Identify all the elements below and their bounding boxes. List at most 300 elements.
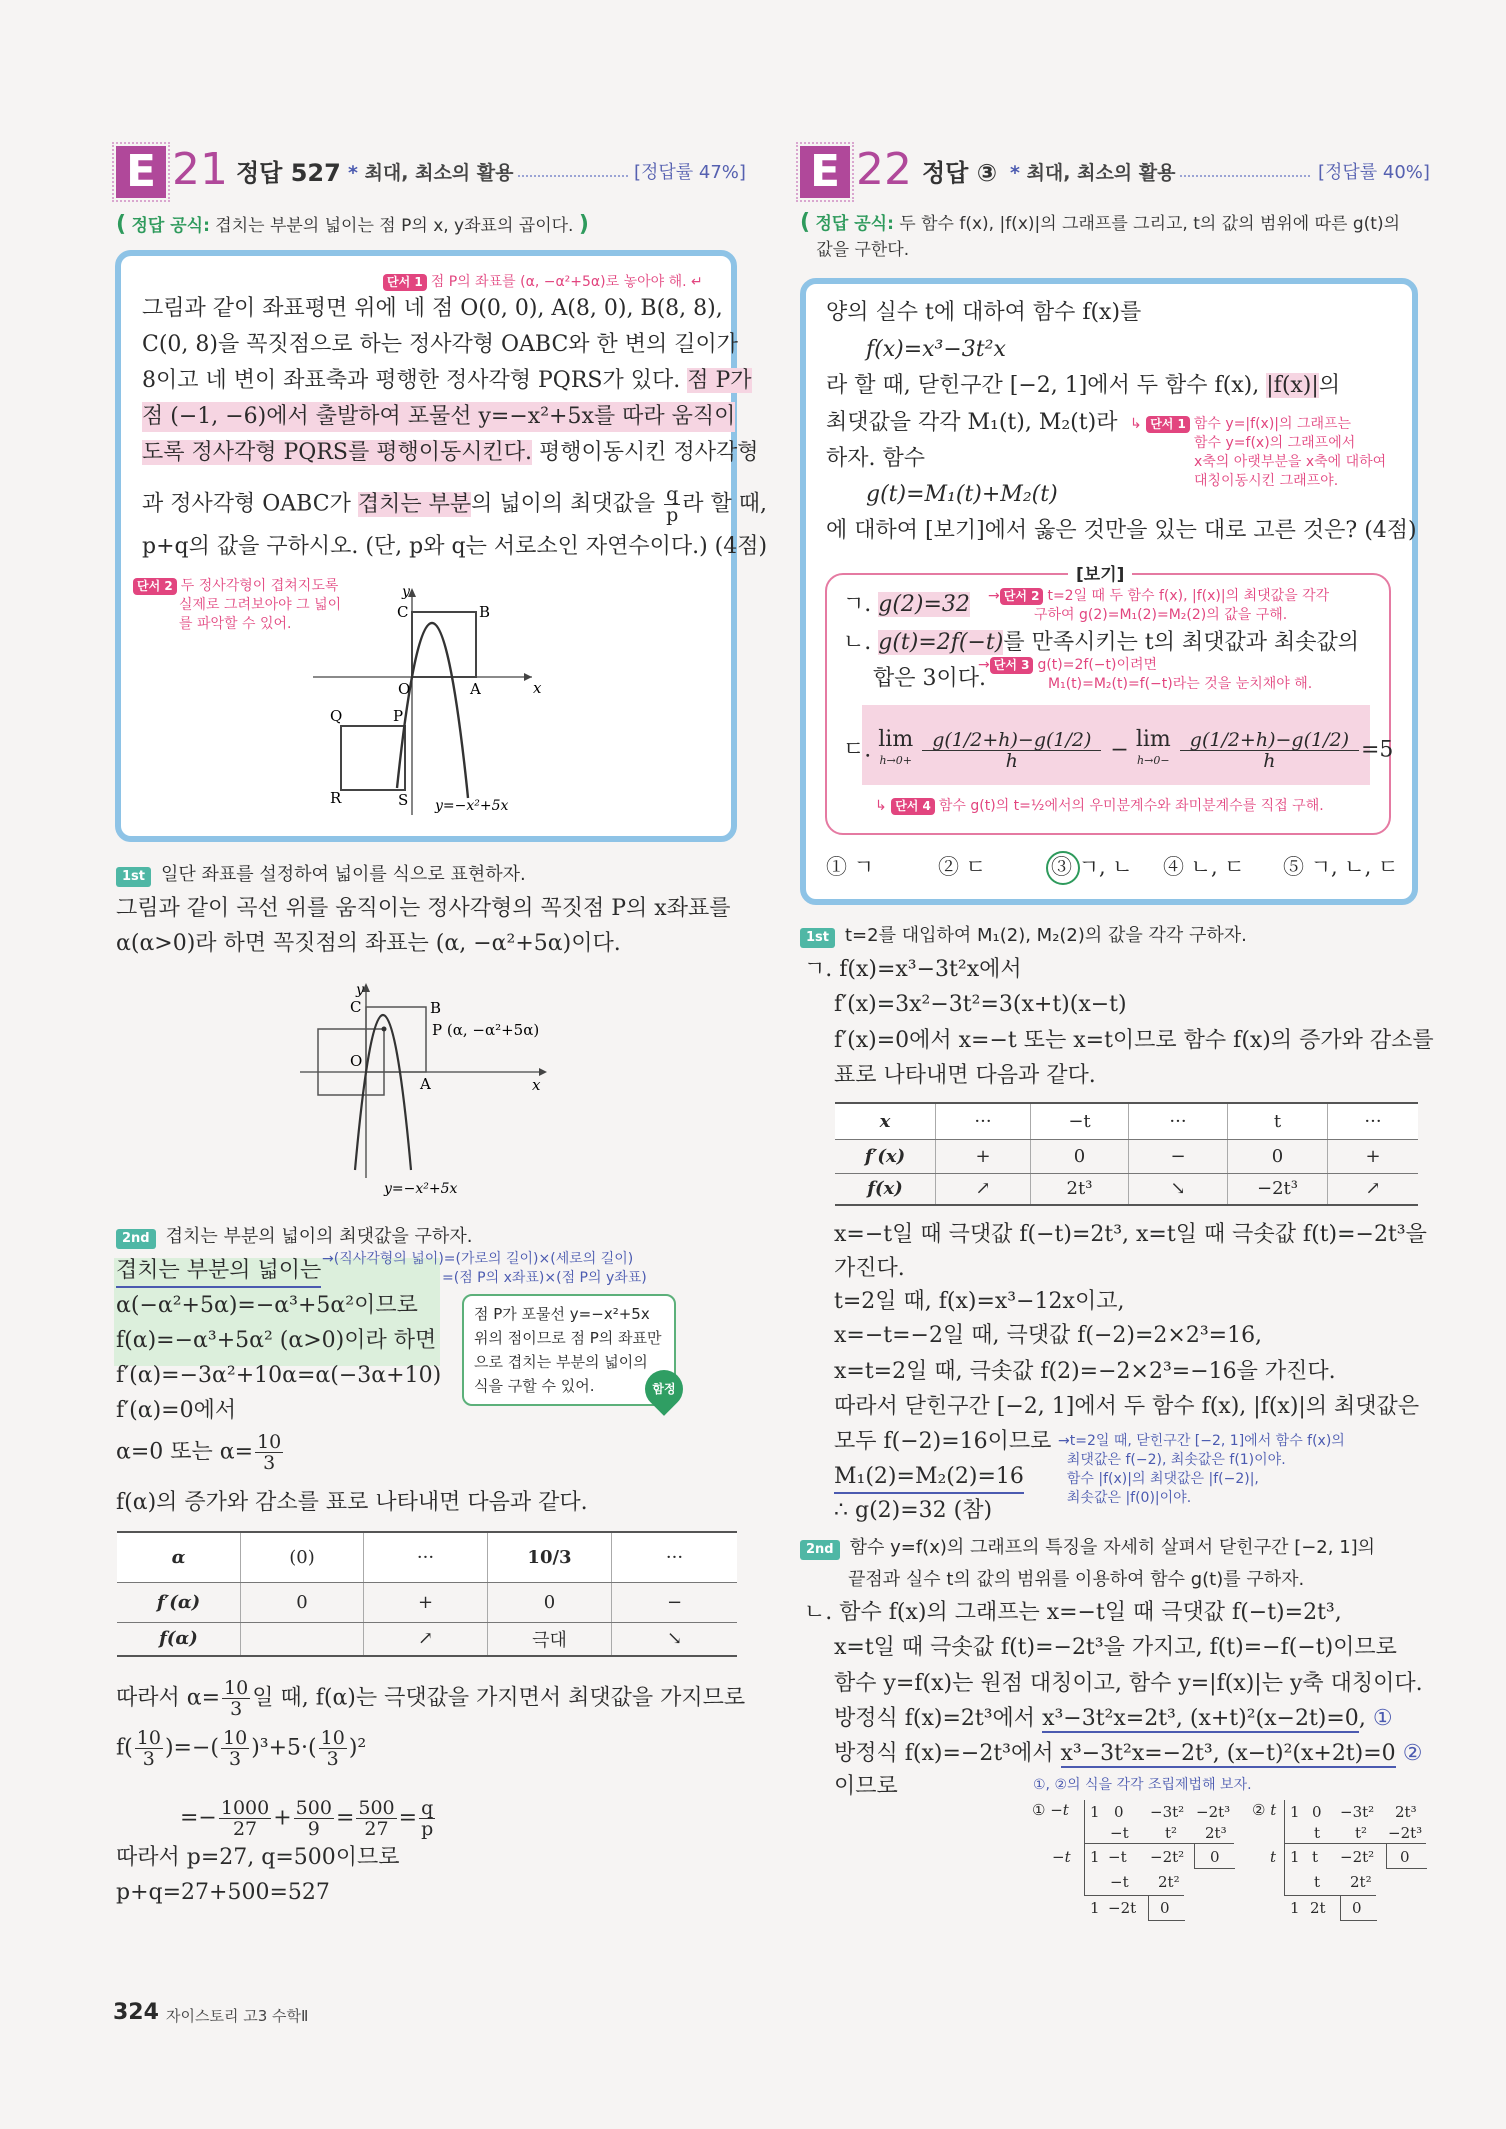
- problem-line: f(x)=x³−3t²x: [866, 337, 1006, 362]
- problem-line: [142, 366, 752, 396]
- coef: 2t²: [1350, 1873, 1372, 1891]
- table-cell: ···: [364, 1532, 488, 1582]
- coef: −2t²: [1150, 1848, 1185, 1866]
- solution-line: 따라서 p=27, q=500이므로: [116, 1845, 400, 1870]
- step-1-heading: [116, 860, 526, 890]
- hint-2: → 단서 2 t=2일 때 두 함수 f(x), |f(x)|의 최댓값을 각각 구하여 g(2)=M₁(2)=M₂(2)의 값을 구해.: [988, 588, 1330, 623]
- correct-rate: [정답률 47%]: [634, 162, 746, 183]
- division-line: [1084, 1800, 1085, 1895]
- table-cell: t: [1228, 1103, 1328, 1139]
- highlight-text: 점 P가: [687, 368, 752, 393]
- increase-decrease-table: [835, 1102, 1418, 1206]
- arrow-icon: [524, 673, 532, 681]
- problem-line: [142, 484, 767, 525]
- table-cell: +: [936, 1139, 1031, 1173]
- table-row: [835, 1173, 1418, 1205]
- table-cell: f′(α): [117, 1582, 241, 1622]
- text: =: [398, 1805, 418, 1831]
- item-text: g(t)=2f(−t): [878, 630, 1004, 655]
- solution-line: [116, 1678, 745, 1719]
- answer-formula: ( 정답 공식: 겹치는 부분의 넓이는 점 P의 x, y좌표의 곱이다. ): [116, 212, 589, 237]
- text: 일 때, f(α)는 극댓값을 가지면서 최댓값을 가지므로: [252, 1685, 746, 1711]
- solution-line: f(α)=−α³+5α² (α>0)이라 하면: [116, 1328, 437, 1353]
- bogi-title: [보기]: [1068, 560, 1132, 585]
- table-row: [117, 1532, 737, 1582]
- coef: −2t²: [1340, 1848, 1375, 1866]
- fraction-denominator: 3: [263, 1452, 276, 1474]
- equation-marker: ②: [1402, 1741, 1423, 1766]
- formula-label: 정답 공식:: [815, 214, 894, 234]
- problem-line: g(t)=M₁(t)+M₂(t): [866, 482, 1058, 507]
- problem-line: [826, 371, 1340, 401]
- side-note: →t=2일 때, 닫힌구간 [−2, 1]에서 함수 f(x)의 최댓값은 f(−2), 최솟값은 f(1)이야. 함수 |f(x)|의 최댓값은 |f(−2)|, 최솟값은 |f(0)|이야.: [1058, 1433, 1345, 1506]
- text: 8이고 네 변이 좌표축과 평행한 정사각형 PQRS가 있다.: [142, 368, 688, 393]
- coef: t: [1314, 1873, 1321, 1891]
- coef: t²: [1165, 1824, 1178, 1842]
- solution-line: f′(α)=0에서: [116, 1398, 237, 1423]
- hint-text: t=2일 때 두 함수 f(x), |f(x)|의 최댓값을 각각: [1047, 588, 1330, 604]
- correct-rate: [정답률 40%]: [1318, 162, 1430, 183]
- fraction-denominator: 9: [307, 1818, 320, 1840]
- fraction-numerator: 10: [224, 1677, 249, 1699]
- problem-line: 에 대하여 [보기]에서 옳은 것만을 있는 대로 고른 것은? (4점): [826, 518, 1417, 543]
- table-cell: ···: [1328, 1103, 1419, 1139]
- table-row: [835, 1103, 1418, 1139]
- solution-line: f(α)의 증가와 감소를 표로 나타내면 다음과 같다.: [116, 1490, 588, 1515]
- text: ³+5·: [259, 1735, 309, 1761]
- table-cell: f′(x): [835, 1139, 936, 1173]
- axis-label-x: x: [532, 1076, 541, 1094]
- point-p: [382, 1027, 387, 1032]
- axis-label-y: y: [402, 584, 410, 600]
- table-row: [117, 1582, 737, 1622]
- topic-text: 최대, 최소의 활용: [364, 162, 514, 184]
- table-cell: 0: [488, 1582, 612, 1622]
- table-cell: +: [364, 1582, 488, 1622]
- divisor: t: [1270, 1801, 1277, 1819]
- fraction-denominator: 27: [364, 1818, 389, 1840]
- dotted-leader: [1180, 175, 1310, 177]
- point-label: S: [398, 791, 409, 809]
- solution-line: x=t=2일 때, 극솟값 f(2)=−2×2³=−16을 가진다.: [834, 1359, 1336, 1384]
- marker: ①: [1032, 1801, 1046, 1819]
- formula-text: 겹치는 부분의 넓이는 점 P의 x, y좌표의 곱이다.: [215, 216, 574, 236]
- solution-line: 그림과 같이 곡선 위를 움직이는 정사각형의 꼭짓점 P의 x좌표를: [116, 896, 731, 921]
- coef: 1: [1290, 1803, 1300, 1821]
- table-cell: ↘: [612, 1622, 738, 1656]
- bogi-item-b: [843, 628, 1359, 658]
- fraction-denominator: p: [666, 504, 679, 526]
- step-badge: 2nd: [116, 1229, 156, 1249]
- coef: 1: [1290, 1899, 1300, 1917]
- table-cell: ···: [1129, 1103, 1228, 1139]
- lim: lim: [1135, 727, 1171, 752]
- page-number: 324: [113, 2000, 159, 2025]
- coef: 0: [1160, 1899, 1170, 1917]
- formula-text: 값을 구한다.: [816, 240, 910, 260]
- divisor: −t: [1050, 1801, 1069, 1819]
- fraction-denominator: 27: [232, 1818, 258, 1840]
- underlined-text: x³−3t²x=−2t³, (x−t)²(x+2t)=0: [1060, 1741, 1396, 1766]
- coef: 0: [1114, 1803, 1124, 1821]
- point-label: B: [430, 999, 442, 1017]
- coef: −2t³: [1388, 1824, 1423, 1842]
- table-row: [835, 1139, 1418, 1173]
- solution-line: 표로 나타내면 다음과 같다.: [834, 1063, 1096, 1088]
- coef: 0: [1400, 1848, 1410, 1866]
- coef: −t: [1108, 1848, 1127, 1866]
- coef: 0: [1352, 1899, 1362, 1917]
- solution-line: x=t일 때 극솟값 f(t)=−2t³을 가지고, f(t)=−f(−t)이므로: [834, 1635, 1397, 1660]
- hint-text: 함수 y=f(x)의 그래프에서: [1194, 435, 1356, 451]
- item-label: ㄴ.: [843, 630, 872, 655]
- fraction-denominator: 3: [229, 1748, 242, 1770]
- table-cell: [241, 1622, 364, 1656]
- answer-label: 정답 ③: [922, 159, 998, 187]
- hint-text: 구하여 g(2)=M₁(2)=M₂(2)의 값을 구해.: [1034, 607, 1288, 623]
- fraction-numerator: q: [421, 1797, 434, 1819]
- item-text: g(2)=32: [878, 592, 970, 617]
- topic-text: 최대, 최소의 활용: [1026, 162, 1176, 184]
- bogi-item-b: 합은 3이다.: [873, 666, 986, 691]
- table-cell: ↗: [1328, 1173, 1419, 1205]
- divisor: t: [1270, 1848, 1277, 1866]
- fraction-numerator: g(1/2+h)−g(1/2): [922, 730, 1101, 751]
- choice-3[interactable]: ③ ㄱ, ㄴ: [1051, 855, 1133, 879]
- point-label: P (α, −α²+5α): [432, 1021, 540, 1039]
- text: 의: [1318, 373, 1341, 398]
- graph-squares-parabola: [300, 580, 560, 825]
- fraction-numerator: 10: [136, 1727, 161, 1749]
- topic-label: [1010, 147, 1176, 199]
- hint-tag: 단서 4: [891, 798, 935, 815]
- fraction-denominator: h: [1263, 750, 1276, 772]
- point-label: A: [470, 680, 481, 698]
- choice-1[interactable]: ① ㄱ: [826, 855, 874, 879]
- minus: −: [1110, 737, 1129, 763]
- solution-line: f( $\frac{10}{3}$ )=−( $\frac{10}{3}$ )³+5·( $\frac{10}{3}$ )²: [116, 1727, 367, 1770]
- fraction-numerator: g(1/2+h)−g(1/2): [1180, 730, 1359, 751]
- table-cell: 극대: [488, 1622, 612, 1656]
- side-note: ①, ②의 식을 각각 조립제법해 보자.: [1033, 1777, 1252, 1793]
- text: 방정식 f(x)=−2t³에서: [834, 1741, 1061, 1766]
- formula-text: 두 함수 f(x), |f(x)|의 그래프를 그리고, t의 값의 범위에 따른 g(t)의: [899, 214, 1401, 234]
- table-cell: ↗: [364, 1622, 488, 1656]
- highlight-text: 겹치는 부분: [357, 491, 472, 517]
- bogi-item-c: [843, 727, 1394, 772]
- step-title: 함수 y=f(x)의 그래프의 특징을 자세히 살펴서 닫힌구간 [−2, 1]의: [849, 1537, 1376, 1558]
- coef: 1: [1290, 1848, 1300, 1866]
- note-text: t=2일 때, 닫힌구간 [−2, 1]에서 함수 f(x)의: [1069, 1433, 1345, 1449]
- coef: −3t²: [1340, 1803, 1375, 1821]
- table-cell: α: [117, 1532, 241, 1582]
- point-label: B: [479, 603, 491, 621]
- step-1-heading: [800, 921, 1247, 951]
- point-label: C: [350, 998, 362, 1016]
- table-cell: −: [612, 1582, 738, 1622]
- fraction-denominator: 3: [230, 1698, 243, 1720]
- solution-line: M₁(2)=M₂(2)=16: [834, 1462, 1024, 1494]
- fraction-numerator: 10: [320, 1727, 345, 1749]
- step-title: 끝점과 실수 t의 값의 범위를 이용하여 함수 g(t)를 구하자.: [848, 1569, 1305, 1590]
- underlined-text: x³−3t²x=2t³, (x+t)²(x−2t)=0: [1042, 1706, 1359, 1731]
- text: +: [273, 1805, 292, 1831]
- division-label: [1252, 1801, 1276, 1819]
- hint-text: x축의 아랫부분을 x축에 대하여: [1194, 454, 1387, 470]
- coef: −3t²: [1150, 1803, 1185, 1821]
- solution-line: 함수 y=f(x)는 원점 대칭이고, 함수 y=|f(x)|는 y축 대칭이다.: [834, 1671, 1423, 1696]
- table-cell: −2t³: [1228, 1173, 1328, 1205]
- coef: −t: [1110, 1824, 1129, 1842]
- hint-text: g(t)=2f(−t)이려면: [1037, 657, 1158, 673]
- fraction-denominator: p: [421, 1818, 434, 1840]
- topic-label: [348, 147, 514, 199]
- highlight-text: 도록 정사각형 PQRS를 평행이동시킨다.: [142, 440, 532, 465]
- equals: =5: [1361, 737, 1394, 763]
- item-label: ㄷ.: [843, 737, 872, 763]
- solution-line: f′(x)=3x²−3t²=3(x+t)(x−t): [834, 992, 1127, 1017]
- solution-line: 겹치는 부분의 넓이는: [116, 1256, 321, 1288]
- problem-number: 22: [856, 144, 912, 195]
- text: α=0 또는 α=: [116, 1439, 254, 1465]
- point-label: O: [398, 680, 411, 698]
- table-cell: (0): [241, 1532, 364, 1582]
- hint-text: 두 정사각형이 겹쳐지도록: [180, 578, 339, 594]
- coef: t: [1314, 1824, 1321, 1842]
- text: =−: [180, 1805, 217, 1831]
- solution-line: 따라서 닫힌구간 [−2, 1]에서 두 함수 f(x), |f(x)|의 최댓값은: [834, 1394, 1420, 1419]
- problem-line: 하자. 함수: [826, 446, 925, 471]
- coef: 2t³: [1395, 1803, 1417, 1821]
- fraction-denominator: 3: [142, 1748, 155, 1770]
- coef: t²: [1355, 1824, 1368, 1842]
- fraction-denominator: h: [1005, 750, 1018, 772]
- table-cell: x: [835, 1103, 936, 1139]
- solution-line: [834, 1739, 1422, 1769]
- text: f: [116, 1735, 125, 1761]
- step-badge: 2nd: [800, 1540, 840, 1560]
- table-cell: +: [1328, 1139, 1419, 1173]
- step-badge: 1st: [116, 867, 151, 887]
- hint-text: 점 P의 좌표를 (α, −α²+5α)로 놓아야 해.: [430, 274, 687, 290]
- hint-text: M₁(t)=M₂(t)=f(−t)라는 것을 눈치채야 해.: [1048, 676, 1313, 692]
- coef: 2t: [1310, 1899, 1326, 1917]
- note-text: 함수 |f(x)|의 최댓값은 |f(−2)|,: [1066, 1471, 1259, 1487]
- point-label: A: [420, 1075, 431, 1093]
- table-cell: ↗: [936, 1173, 1031, 1205]
- book-title: 자이스토리 고3 수학Ⅱ: [166, 2007, 309, 2025]
- fraction-numerator: 10: [257, 1431, 282, 1453]
- item-label: ㄱ.: [843, 592, 872, 617]
- text: 따라서 α=: [116, 1685, 221, 1711]
- bogi-item-a: [843, 590, 970, 620]
- coef: 1: [1090, 1848, 1100, 1866]
- step-2-heading: [800, 1533, 1375, 1563]
- table-cell: ↘: [1129, 1173, 1228, 1205]
- text: =−: [173, 1735, 211, 1761]
- answer-formula: ( 정답 공식: 두 함수 f(x), |f(x)|의 그래프를 그리고, t의 값의 범위에 따른 g(t)의 값을 구한다.: [800, 210, 1401, 260]
- point-label: C: [397, 603, 409, 621]
- problem-line-highlight: 점 (−1, −6)에서 출발하여 포물선 y=−x²+5x를 따라 움직이: [142, 402, 735, 432]
- solution-line: α(α>0)라 하면 꼭짓점의 좌표는 (α, −α²+5α)이다.: [116, 931, 621, 956]
- coef: 1: [1090, 1803, 1100, 1821]
- text: 라 할 때,: [682, 491, 768, 517]
- text: 평행이동시킨 정사각형: [531, 440, 759, 465]
- solution-line: ㄴ. 함수 f(x)의 그래프는 x=−t일 때 극댓값 f(−t)=2t³,: [804, 1600, 1342, 1625]
- table-cell: 10/3: [488, 1532, 612, 1582]
- lim-subscript: h→0−: [1137, 754, 1170, 767]
- solution-line: α(−α²+5α)=−α³+5α²이므로: [116, 1293, 418, 1318]
- curve-label: y=−x²+5x: [435, 798, 509, 814]
- lim: lim: [878, 727, 914, 752]
- choice-5[interactable]: ⑤ ㄱ, ㄴ, ㄷ: [1283, 855, 1399, 879]
- step-2-heading: [116, 1222, 472, 1252]
- point-label: P: [393, 707, 404, 725]
- coef: −2t³: [1196, 1803, 1231, 1821]
- fraction-numerator: 10: [223, 1727, 248, 1749]
- hint-4: ↳ 단서 4 함수 g(t)의 t=½에서의 우미분계수와 좌미분계수를 직접 구해.: [875, 798, 1324, 814]
- trap-label: 함정: [652, 1382, 676, 1396]
- division-line: [1284, 1800, 1285, 1895]
- hint-text: 함수 y=|f(x)|의 그래프는: [1193, 416, 1352, 432]
- coef: −t: [1110, 1873, 1129, 1891]
- division-label: [1032, 1801, 1069, 1819]
- hint-text: 대칭이동시킨 그래프야.: [1194, 473, 1339, 489]
- step-badge: 1st: [800, 928, 835, 948]
- hint-tag: 단서 1: [383, 274, 427, 291]
- problem-line: C(0, 8)을 꼭짓점으로 하는 정사각형 OABC와 한 변의 길이가: [142, 332, 739, 357]
- solution-line: x=−t=−2일 때, 극댓값 f(−2)=2×2³=16,: [834, 1323, 1263, 1348]
- square-oabc: [366, 1007, 426, 1072]
- solution-line: ∴ g(2)=32 (참): [834, 1498, 993, 1523]
- problem-section-badge: E: [800, 146, 850, 198]
- step-title: 일단 좌표를 설정하여 넓이를 식으로 표현하자.: [161, 864, 526, 885]
- hint-3: → 단서 3 g(t)=2f(−t)이려면 M₁(t)=M₂(t)=f(−t)라는 것을 눈치채야 해.: [978, 657, 1313, 692]
- coef: 2t³: [1205, 1824, 1227, 1842]
- table-cell: ···: [612, 1532, 738, 1582]
- table-cell: f(x): [835, 1173, 936, 1205]
- solution-line: 모두 f(−2)=16이므로: [834, 1429, 1052, 1454]
- text: 의 넓이의 최댓값을: [471, 491, 663, 517]
- increase-decrease-table: [117, 1531, 737, 1657]
- text: =: [335, 1805, 355, 1831]
- item-text: 를 만족시키는 t의 최댓값과 최솟값의: [1003, 630, 1359, 655]
- problem-line: [142, 438, 759, 468]
- table-cell: −t: [1031, 1103, 1129, 1139]
- table-cell: f(α): [117, 1622, 241, 1656]
- coef: 0: [1312, 1803, 1322, 1821]
- fraction-denominator: 3: [326, 1748, 339, 1770]
- solution-line: ㄱ. f(x)=x³−3t²x에서: [804, 957, 1022, 982]
- star-icon: *: [348, 162, 358, 184]
- hint-text: 함수 g(t)의 t=½에서의 우미분계수와 좌미분계수를 직접 구해.: [938, 798, 1324, 814]
- problem-line: 최댓값을 각각 M₁(t), M₂(t)라: [826, 410, 1118, 435]
- problem-section-badge: E: [116, 146, 166, 198]
- side-note: →(직사각형의 넓이)=(가로의 길이)×(세로의 길이) =(점 P의 x좌표)×(점 P의 y좌표): [322, 1251, 647, 1286]
- table-cell: 0: [1228, 1139, 1328, 1173]
- axis-label-y: y: [356, 982, 364, 998]
- answer-label: 정답 527: [236, 159, 341, 187]
- table-cell: 0: [1031, 1139, 1129, 1173]
- text: 라 할 때, 닫힌구간 [−2, 1]에서 두 함수 f(x),: [826, 373, 1267, 398]
- solution-line: f′(α)=−3α²+10α=α(−3α+10): [116, 1363, 442, 1388]
- coef: 1: [1090, 1899, 1100, 1917]
- axis-label-x: x: [533, 679, 542, 697]
- problem-line: 그림과 같이 좌표평면 위에 네 점 O(0, 0), A(8, 0), B(8, 8),: [142, 296, 723, 321]
- text: 방정식 f(x)=2t³에서: [834, 1706, 1043, 1731]
- curve-label: y=−x²+5x: [384, 1181, 458, 1197]
- solution-line: 이므로: [834, 1774, 898, 1799]
- hint-tag: 단서 2: [133, 578, 177, 595]
- choice-4[interactable]: ④ ㄴ, ㄷ: [1163, 855, 1245, 879]
- marker: ②: [1252, 1801, 1266, 1819]
- table-cell: 2t³: [1031, 1173, 1129, 1205]
- problem-line: 양의 실수 t에 대하여 함수 f(x)를: [826, 300, 1142, 325]
- parabola: [355, 1015, 411, 1170]
- point-label: Q: [330, 707, 343, 725]
- dotted-leader: [518, 175, 628, 177]
- step-title: t=2를 대입하여 M₁(2), M₂(2)의 값을 각각 구하자.: [845, 925, 1247, 946]
- hint-tag: 단서 2: [1000, 588, 1044, 605]
- hint-tag: 단서 1: [1146, 416, 1190, 433]
- hint-text: 를 파악할 수 있어.: [179, 616, 292, 632]
- solution-line: p+q=27+500=527: [116, 1880, 330, 1905]
- coef: −2t: [1108, 1899, 1137, 1917]
- note-text: =(점 P의 x좌표)×(점 P의 y좌표): [442, 1270, 647, 1286]
- problem-number: 21: [172, 144, 228, 195]
- highlight-text: |f(x)|: [1266, 373, 1319, 398]
- hint-1: 단서 1 점 P의 좌표를 (α, −α²+5α)로 놓아야 해. ↵: [383, 273, 703, 292]
- arrow-icon: [539, 1068, 547, 1076]
- solution-line: 가진다.: [834, 1256, 905, 1281]
- square-pqrs: [341, 726, 405, 790]
- table-row: [117, 1622, 737, 1656]
- formula-label: 정답 공식:: [131, 216, 210, 236]
- graph-point-p: [290, 975, 570, 1200]
- choice-2[interactable]: ② ㄷ: [938, 855, 986, 879]
- text: 과 정사각형 OABC가: [142, 491, 358, 517]
- step-title: 겹치는 부분의 넓이의 최댓값을 구하자.: [165, 1226, 473, 1247]
- note-text: (직사각형의 넓이)=(가로의 길이)×(세로의 길이): [333, 1251, 634, 1267]
- note-text: 최댓값은 f(−2), 최솟값은 f(1)이야.: [1066, 1452, 1286, 1468]
- parabola: [397, 623, 468, 798]
- fraction-numerator: 1000: [220, 1797, 270, 1819]
- coef: 2t²: [1158, 1873, 1180, 1891]
- lim-subscript: h→0+: [879, 754, 912, 767]
- table-cell: 0: [241, 1582, 364, 1622]
- note-text: 최솟값은 |f(0)|이야.: [1066, 1490, 1192, 1506]
- solution-line: t=2일 때, f(x)=x³−12x이고,: [834, 1289, 1125, 1314]
- point-label: R: [330, 789, 342, 807]
- divisor: −t: [1052, 1848, 1071, 1866]
- coef: 0: [1210, 1848, 1220, 1866]
- solution-line: 방정식 f(x)=2t³에서 x³−3t²x=2t³, (x+t)²(x−2t)=0, ①: [834, 1706, 1393, 1731]
- table-cell: −: [1129, 1139, 1228, 1173]
- star-icon: *: [1010, 162, 1020, 184]
- equation-marker: ①: [1372, 1706, 1393, 1731]
- solution-line: x=−t일 때 극댓값 f(−t)=2t³, x=t일 때 극솟값 f(t)=−2t³을: [834, 1222, 1427, 1247]
- solution-line: [116, 1432, 285, 1473]
- point-label: O: [350, 1052, 363, 1070]
- problem-line: p+q의 값을 구하시오. (단, p와 q는 서로소인 자연수이다.) (4점): [142, 534, 768, 559]
- text: ²: [357, 1735, 367, 1761]
- fraction-numerator: q: [666, 483, 679, 505]
- hint-tag: 단서 3: [990, 657, 1034, 674]
- hint-text: 실제로 그려보아야 그 넓이: [179, 597, 342, 613]
- fraction-numerator: 500: [295, 1797, 332, 1819]
- trap-callout: 점 P가 포물선 y=−x²+5x 위의 점이므로 점 P의 좌표만으로 겹치는 부분의 넓이의 식을 구할 수 있어.: [462, 1294, 676, 1406]
- solution-line: f′(x)=0에서 x=−t 또는 x=t이므로 함수 f(x)의 증가와 감소를: [834, 1028, 1434, 1053]
